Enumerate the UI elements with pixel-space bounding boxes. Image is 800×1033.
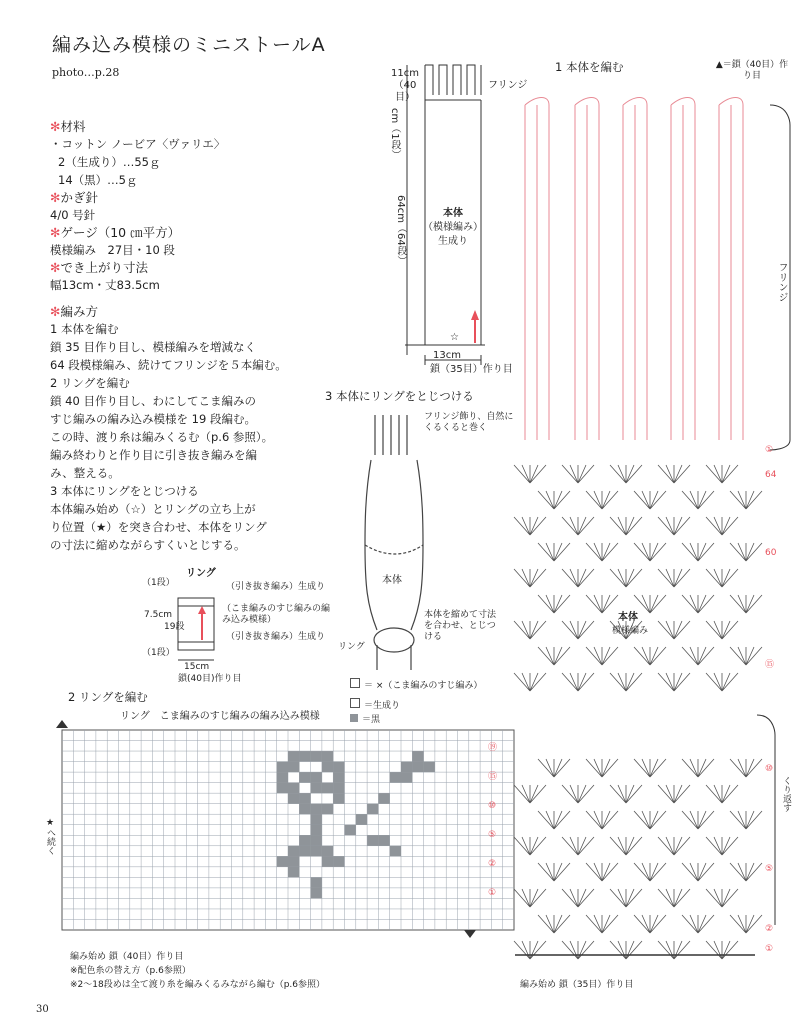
ring-width: 15cm [184, 662, 210, 672]
motif-cell [277, 762, 288, 773]
fan-motif [562, 465, 594, 483]
fan-motif [538, 491, 570, 509]
motif-cell [412, 762, 423, 773]
fan-motif [538, 811, 570, 829]
fan-motif [682, 759, 714, 777]
fan-motif [658, 673, 690, 691]
step3-line: り位置（★）を突き合わせ、本体をリング [50, 520, 267, 534]
fan-motif [634, 863, 666, 881]
ring-height: 7.5cm [144, 610, 173, 620]
fan-motif [730, 759, 762, 777]
fan-motif [562, 889, 594, 907]
ring-row-marker: ① [488, 888, 497, 898]
fan-motif [514, 621, 546, 639]
fan-motif [658, 837, 690, 855]
fan-motif [562, 673, 594, 691]
ring-bottom-label: （引き抜き編み）生成り [226, 632, 326, 642]
ring-shape [374, 628, 414, 652]
fan-motif [634, 543, 666, 561]
fan-motif [538, 595, 570, 613]
motif-cell [311, 814, 322, 825]
fan-motif [730, 915, 762, 933]
gauge-heading: ゲージ（10 ㎝平方） [60, 225, 181, 240]
attach-body-label: 本体 [382, 575, 402, 586]
ring-top-label: （引き抜き編み）生成り [226, 582, 326, 592]
ring-one-row-top: （1段） [142, 578, 175, 588]
schematic-body-pattern: （模様編み） [423, 222, 483, 233]
step2-line: すじ編みの編み込み模様を 19 段編む。 [50, 412, 256, 426]
fan-motif [658, 621, 690, 639]
legend-item-natural: ＝生成り [364, 701, 401, 711]
motif-cell [311, 804, 322, 815]
schematic-body-label: 本体 [443, 208, 463, 219]
scarf-outline [365, 460, 423, 630]
main-top-right: ▲＝鎖（40目）作り目 [715, 60, 789, 81]
main-body-label: 本体 [618, 612, 638, 623]
motif-cell [322, 751, 333, 762]
width-label: 13cm [433, 350, 461, 361]
motif-cell [311, 877, 322, 888]
fan-motif [658, 569, 690, 587]
motif-cell [390, 846, 401, 857]
ring-start-note: 編み始め 鎖（40目）作り目 [70, 952, 184, 962]
motif-cell [378, 793, 389, 804]
motif-cell [288, 793, 299, 804]
fringe-column [623, 98, 647, 441]
step1-line: 64 段模様編み、続けてフリンジを５本編む。 [50, 358, 287, 372]
ring-chart-grid [40, 718, 520, 958]
ring-cast-on: 鎖(40目)作り目 [178, 674, 242, 684]
motif-cell [333, 762, 344, 773]
fan-motif [706, 465, 738, 483]
fan-motif [514, 465, 546, 483]
fan-motif [634, 491, 666, 509]
main-row-marker: ① [765, 445, 774, 455]
ring-note1: ※配色糸の替え方（p.6参照） [70, 966, 191, 976]
fan-motif [538, 915, 570, 933]
size-value: 幅13cm・丈83.5cm [50, 278, 160, 292]
fan-motif [658, 517, 690, 535]
motif-cell [401, 762, 412, 773]
ring-row-marker: ⑤ [488, 830, 497, 840]
hook-heading: かぎ針 [60, 190, 98, 205]
photo-reference: photo…p.28 [52, 66, 120, 79]
main-start-note: 編み始め 鎖（35目）作り目 [520, 980, 634, 990]
main-row-marker: 64 [765, 470, 777, 480]
materials-heading: 材料 [60, 119, 86, 134]
ring-row-marker: ⑲ [488, 743, 498, 753]
motif-cell [277, 783, 288, 794]
fan-motif [610, 465, 642, 483]
main-row-marker: ⑤ [765, 864, 774, 874]
size-heading: でき上がり寸法 [60, 260, 148, 275]
fan-motif [634, 811, 666, 829]
attach-heading: 3 本体にリングをとじつける [325, 389, 474, 403]
fan-motif [706, 569, 738, 587]
motif-cell [277, 772, 288, 783]
fan-motif [610, 517, 642, 535]
fan-motif [586, 543, 618, 561]
step2-line: 編み終わりと作り目に引き抜き編みを編 [50, 448, 257, 462]
main-step-label: 1 本体を編む [555, 60, 624, 74]
main-fringe-label: フリンジ [776, 262, 787, 302]
top-rows-label: cm（1段） [389, 108, 400, 160]
repeat-label: くり返す [781, 776, 791, 812]
fan-motif [730, 647, 762, 665]
motif-cell [299, 846, 310, 857]
materials-yarn: ・コットン ノービア〈ヴァリエ〉 [50, 137, 226, 151]
step1-line: 鎖 35 目作り目し、模様編みを増減なく [50, 340, 256, 354]
fan-motif [562, 621, 594, 639]
fan-motif [514, 889, 546, 907]
fan-motif [514, 785, 546, 803]
direction-arrow-head [471, 310, 479, 320]
schematic-body-color: 生成り [438, 236, 468, 247]
fan-motif [514, 517, 546, 535]
fan-motif [610, 889, 642, 907]
motif-cell [288, 762, 299, 773]
motif-cell [311, 888, 322, 899]
motif-cell [333, 772, 344, 783]
method-section: ✻編み方 1 本体を編む 鎖 35 目作り目し、模様編みを増減なく 64 段模様編み、続けてフリンジを５本編む。 2 リングを編む 鎖 40 目作り目し、わにしてこま編みの すじ編みの編み込み模様を 19 段編む。 この時、渡り糸は編みくるむ（p.6 参照）。 編み終わりと作り目に引き抜き編みを編 み、整える。 3 本体にリングをとじつける 本体編み始め（☆）とリングの立ち上が り位置（★）を突き合わせ、本体をリング の寸法に縮めながらすくいとじする。 [50, 303, 320, 554]
fan-motif [706, 517, 738, 535]
fan-motif [730, 811, 762, 829]
motif-cell [311, 846, 322, 857]
ring-note2: ※2〜18段めは全て渡り糸を編みくるみながら編む（p.6参照） [70, 980, 326, 990]
fan-motif [682, 863, 714, 881]
fan-motif [586, 647, 618, 665]
step3-line: 本体編み始め（☆）とリングの立ち上が [50, 502, 256, 516]
fan-motif [514, 569, 546, 587]
main-row-marker: ⑩ [765, 764, 774, 774]
fan-motif [586, 915, 618, 933]
fan-motif [586, 491, 618, 509]
materials-color2: 14（黒）…5ｇ [58, 173, 138, 187]
step2-line: 鎖 40 目作り目し、わにしてこま編みの [50, 394, 256, 408]
ring-row-markers [488, 734, 497, 908]
fan-motif [538, 647, 570, 665]
motif-cell [311, 751, 322, 762]
motif-cell [322, 856, 333, 867]
motif-cell [424, 762, 435, 773]
materials-color1: 2（生成り）…55ｇ [58, 155, 161, 169]
fringe-note: フリンジ飾り、自然にくるくると巻く [424, 412, 514, 433]
ring-one-row-bottom: （1段） [142, 648, 175, 658]
fan-motif [682, 915, 714, 933]
fan-motif [682, 647, 714, 665]
motif-cell [322, 783, 333, 794]
motif-cell [311, 772, 322, 783]
fan-motif [634, 915, 666, 933]
star-open: ☆ [450, 332, 459, 343]
fan-motif [682, 811, 714, 829]
fringe-curls [375, 415, 407, 455]
motif-cell [288, 783, 299, 794]
fringe-label: フリンジ [488, 80, 528, 91]
motif-cell [311, 835, 322, 846]
fan-motif [730, 543, 762, 561]
fan-motif [586, 759, 618, 777]
fan-motif [610, 785, 642, 803]
fan-motif [586, 811, 618, 829]
step3-line: の寸法に縮めながらすくいとじする。 [50, 538, 246, 552]
fan-motif [586, 595, 618, 613]
motif-cell [401, 772, 412, 783]
fan-motif [658, 785, 690, 803]
fan-motif [586, 863, 618, 881]
fan-motif [538, 863, 570, 881]
motif-cell [299, 793, 310, 804]
top-dimension: 11cm（40目） [391, 68, 419, 103]
continue-label: ★へ続く [45, 818, 55, 855]
fan-motif [538, 759, 570, 777]
motif-cell [322, 846, 333, 857]
motif-cell [367, 804, 378, 815]
fan-motif [562, 837, 594, 855]
ring-middle-label: （こま編みのすじ編みの編み込み模様） [222, 604, 331, 625]
fan-motif [706, 837, 738, 855]
ring-heading: リング [186, 568, 216, 579]
motif-cell [345, 825, 356, 836]
materials-section: ✻材料 ・コットン ノービア〈ヴァリエ〉 2（生成り）…55ｇ 14（黒）…5ｇ ✻かぎ針 4/0 号針 ✻ゲージ（10 ㎝平方） 模様編み 27目・10 段 ✻でき上がり寸法 幅13cm・丈83.5cm [50, 118, 350, 294]
legend-item-stitch: ＝ ×（こま編みのすじ編み） [364, 681, 483, 691]
fringe-strands [425, 65, 481, 100]
motif-cell [367, 835, 378, 846]
fringe-column [525, 98, 549, 441]
ring-row-marker: ⑩ [488, 801, 497, 811]
ring-row-marker: ② [488, 859, 497, 869]
fan-motif [562, 785, 594, 803]
motif-cell [299, 772, 310, 783]
shrink-note: 本体を縮めて寸法を合わせ、とじつける [424, 610, 497, 642]
fan-motif [610, 837, 642, 855]
ring-row-marker: ⑮ [488, 772, 498, 782]
main-row-marker: ① [765, 944, 774, 954]
fan-motif [730, 863, 762, 881]
fan-motif [514, 837, 546, 855]
fringe-column [671, 98, 695, 441]
motif-cell [333, 856, 344, 867]
method-heading: 編み方 [60, 304, 98, 319]
motif-cell [288, 751, 299, 762]
fan-motif [682, 543, 714, 561]
fan-motif [706, 941, 738, 959]
motif-cell [277, 856, 288, 867]
motif-cell [356, 814, 367, 825]
cast-on-label: 鎖（35目）作り目 [430, 364, 513, 375]
height-label: 64cm（64段） [395, 195, 406, 266]
fan-motif [682, 595, 714, 613]
motif-cell [288, 856, 299, 867]
fan-motif [562, 517, 594, 535]
motif-cell [311, 783, 322, 794]
motif-cell [322, 804, 333, 815]
motif-cell [390, 772, 401, 783]
main-crochet-chart [505, 95, 800, 975]
motif-cell [333, 783, 344, 794]
fan-motif [634, 595, 666, 613]
legend-item-black: ＝黒 [362, 715, 381, 725]
fan-motif [562, 569, 594, 587]
motif-cell [299, 835, 310, 846]
fan-motif [706, 621, 738, 639]
fan-motif [562, 941, 594, 959]
fan-motif [730, 491, 762, 509]
main-row-marker: ② [765, 924, 774, 934]
fringe-column [719, 98, 743, 441]
motif-cell [299, 804, 310, 815]
fan-motif [706, 889, 738, 907]
attach-ring-label: リング [338, 642, 365, 652]
fan-motif [538, 543, 570, 561]
main-row-marker: 60 [765, 548, 777, 558]
motif-cell [288, 846, 299, 857]
motif-cell [311, 825, 322, 836]
fan-motif [730, 595, 762, 613]
ring-chart-title: リング こま編みのすじ編みの編み込み模様 [120, 711, 320, 722]
fan-motif [658, 889, 690, 907]
fan-motif [514, 673, 546, 691]
fan-motif [610, 569, 642, 587]
fan-motif [610, 941, 642, 959]
motif-cell [412, 751, 423, 762]
fan-motif [634, 647, 666, 665]
main-row-marker: ⑮ [765, 660, 775, 670]
fan-motif [682, 491, 714, 509]
hook-size: 4/0 号針 [50, 208, 96, 222]
ring-rows: 19段 [164, 622, 185, 632]
step3-title: 3 本体にリングをとじつける [50, 484, 199, 498]
page-title: 編み込み模様のミニストールA [52, 34, 326, 56]
fan-motif [658, 941, 690, 959]
motif-cell [378, 835, 389, 846]
step2-line: この時、渡り糸は編みくるむ（p.6 参照）。 [50, 430, 274, 444]
motif-cell [322, 762, 333, 773]
step1-title: 1 本体を編む [50, 322, 119, 336]
page-number: 30 [36, 1004, 49, 1015]
step2-line: み、整える。 [50, 466, 120, 480]
gauge-value: 模様編み 27目・10 段 [50, 243, 175, 257]
fan-motif [634, 759, 666, 777]
motif-cell [288, 867, 299, 878]
motif-cell [299, 751, 310, 762]
fan-motif [706, 673, 738, 691]
motif-cell [333, 793, 344, 804]
ring-chart-section: 2 リングを編む [68, 690, 148, 704]
fan-motif [658, 465, 690, 483]
fan-motif [706, 785, 738, 803]
fringe-column [575, 98, 599, 441]
main-body-pattern: 模様編み [612, 626, 649, 636]
fan-motif [514, 941, 546, 959]
step2-title: 2 リングを編む [50, 376, 130, 390]
fan-motif [610, 673, 642, 691]
